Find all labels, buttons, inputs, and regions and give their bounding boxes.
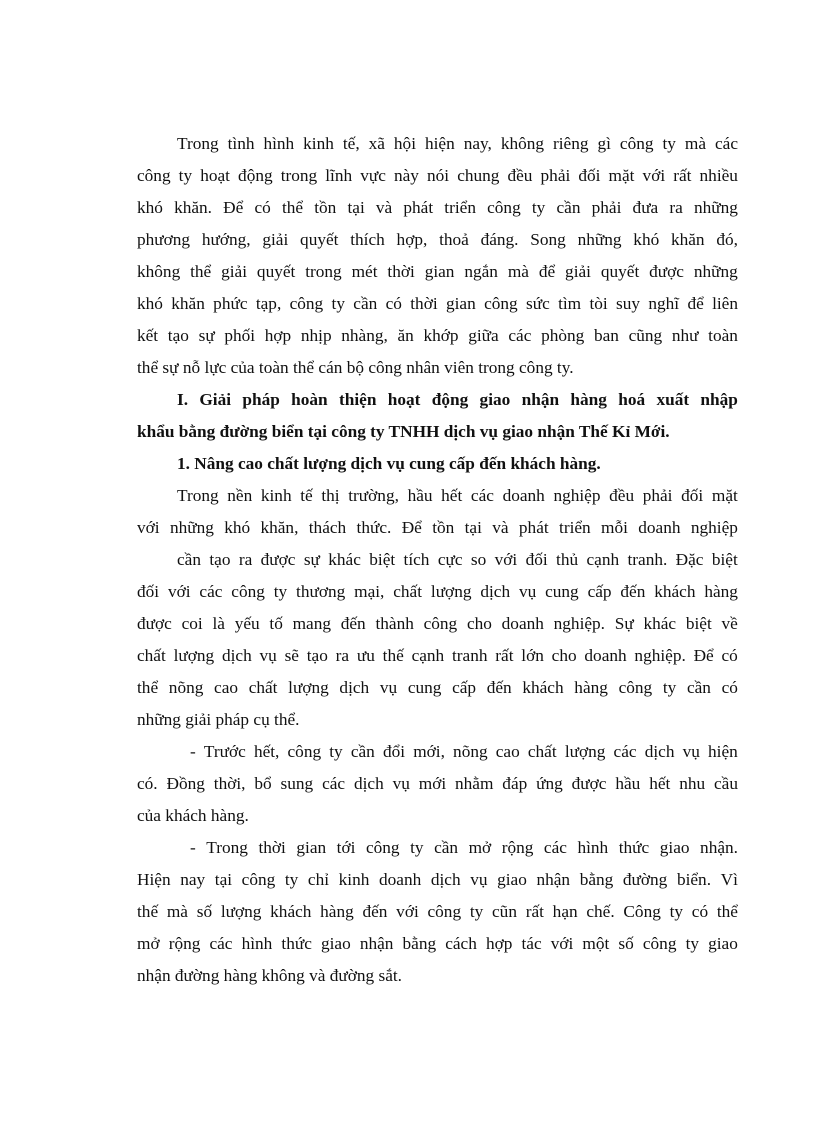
paragraph-line: thế mà số lượng khách hàng đến với công ty cũn rất hạn chế. Công ty có thể [137, 902, 738, 921]
paragraph-line: thể sự nỗ lực của toàn thể cán bộ công nhân viên trong công ty. [137, 358, 574, 377]
heading-line: I. Giải pháp hoàn thiện hoạt động giao nhận hàng hoá xuất nhập [177, 390, 738, 409]
paragraph-line: phương hướng, giải quyết thích hợp, thoả đáng. Song những khó khăn đó, [137, 230, 738, 249]
paragraph-line: những giải pháp cụ thể. [137, 710, 300, 729]
paragraph-line: của khách hàng. [137, 806, 249, 825]
paragraph-line: công ty hoạt động trong lĩnh vực này nói chung đều phải đối mặt với rất nhiều [137, 166, 738, 185]
paragraph-line: Trong tình hình kinh tế, xã hội hiện nay, không riêng gì công ty mà các [177, 134, 738, 153]
paragraph-line: - Trong thời gian tới công ty cần mở rộng các hình thức giao nhận. [190, 838, 738, 857]
paragraph-line: được coi là yếu tố mang đến thành công cho doanh nghiệp. Sự khác biệt về [137, 614, 738, 633]
paragraph-line: nhận đường hàng không và đường sắt. [137, 966, 402, 985]
paragraph-line: khó khăn. Để có thể tồn tại và phát triển công ty cần phải đưa ra những [137, 198, 738, 217]
paragraph-line: - Trước hết, công ty cần đổi mới, nõng cao chất lượng các dịch vụ hiện [190, 742, 738, 761]
paragraph-line: mở rộng các hình thức giao nhận bằng cách hợp tác với một số công ty giao [137, 934, 738, 953]
heading-line: khẩu bằng đường biển tại công ty TNHH dịch vụ giao nhận Thế Kỉ Mới. [137, 422, 670, 441]
paragraph-line: kết tạo sự phối hợp nhịp nhàng, ăn khớp giữa các phòng ban cũng như toàn [137, 326, 738, 345]
paragraph-line: chất lượng dịch vụ sẽ tạo ra ưu thế cạnh tranh rất lớn cho doanh nghiệp. Để có [137, 646, 738, 665]
paragraph-line: có. Đồng thời, bổ sung các dịch vụ mới nhằm đáp ứng được hầu hết nhu cầu [137, 774, 738, 793]
paragraph-line: Hiện nay tại công ty chỉ kinh doanh dịch vụ giao nhận bằng đường biển. Vì [137, 870, 738, 889]
paragraph-line: Trong nền kinh tế thị trường, hầu hết các doanh nghiệp đều phải đối mặt [177, 486, 738, 505]
subsection-heading: 1. Nâng cao chất lượng dịch vụ cung cấp đến khách hàng. [177, 454, 601, 473]
paragraph-line: cần tạo ra được sự khác biệt tích cực so với đối thủ cạnh tranh. Đặc biệt [177, 550, 738, 569]
paragraph-line: với những khó khăn, thách thức. Để tồn tại và phát triển mỗi doanh nghiệp [137, 518, 738, 537]
paragraph-line: thể nõng cao chất lượng dịch vụ cung cấp đến khách hàng công ty cần có [137, 678, 738, 697]
paragraph-line: đối với các công ty thương mại, chất lượng dịch vụ cung cấp đến khách hàng [137, 582, 738, 601]
paragraph-line: khó khăn phức tạp, công ty cần có thời gian công sức tìm tòi suy nghĩ để liên [137, 294, 738, 313]
paragraph-line: không thể giải quyết trong mét thời gian ngắn mà để giải quyết được những [137, 262, 738, 281]
